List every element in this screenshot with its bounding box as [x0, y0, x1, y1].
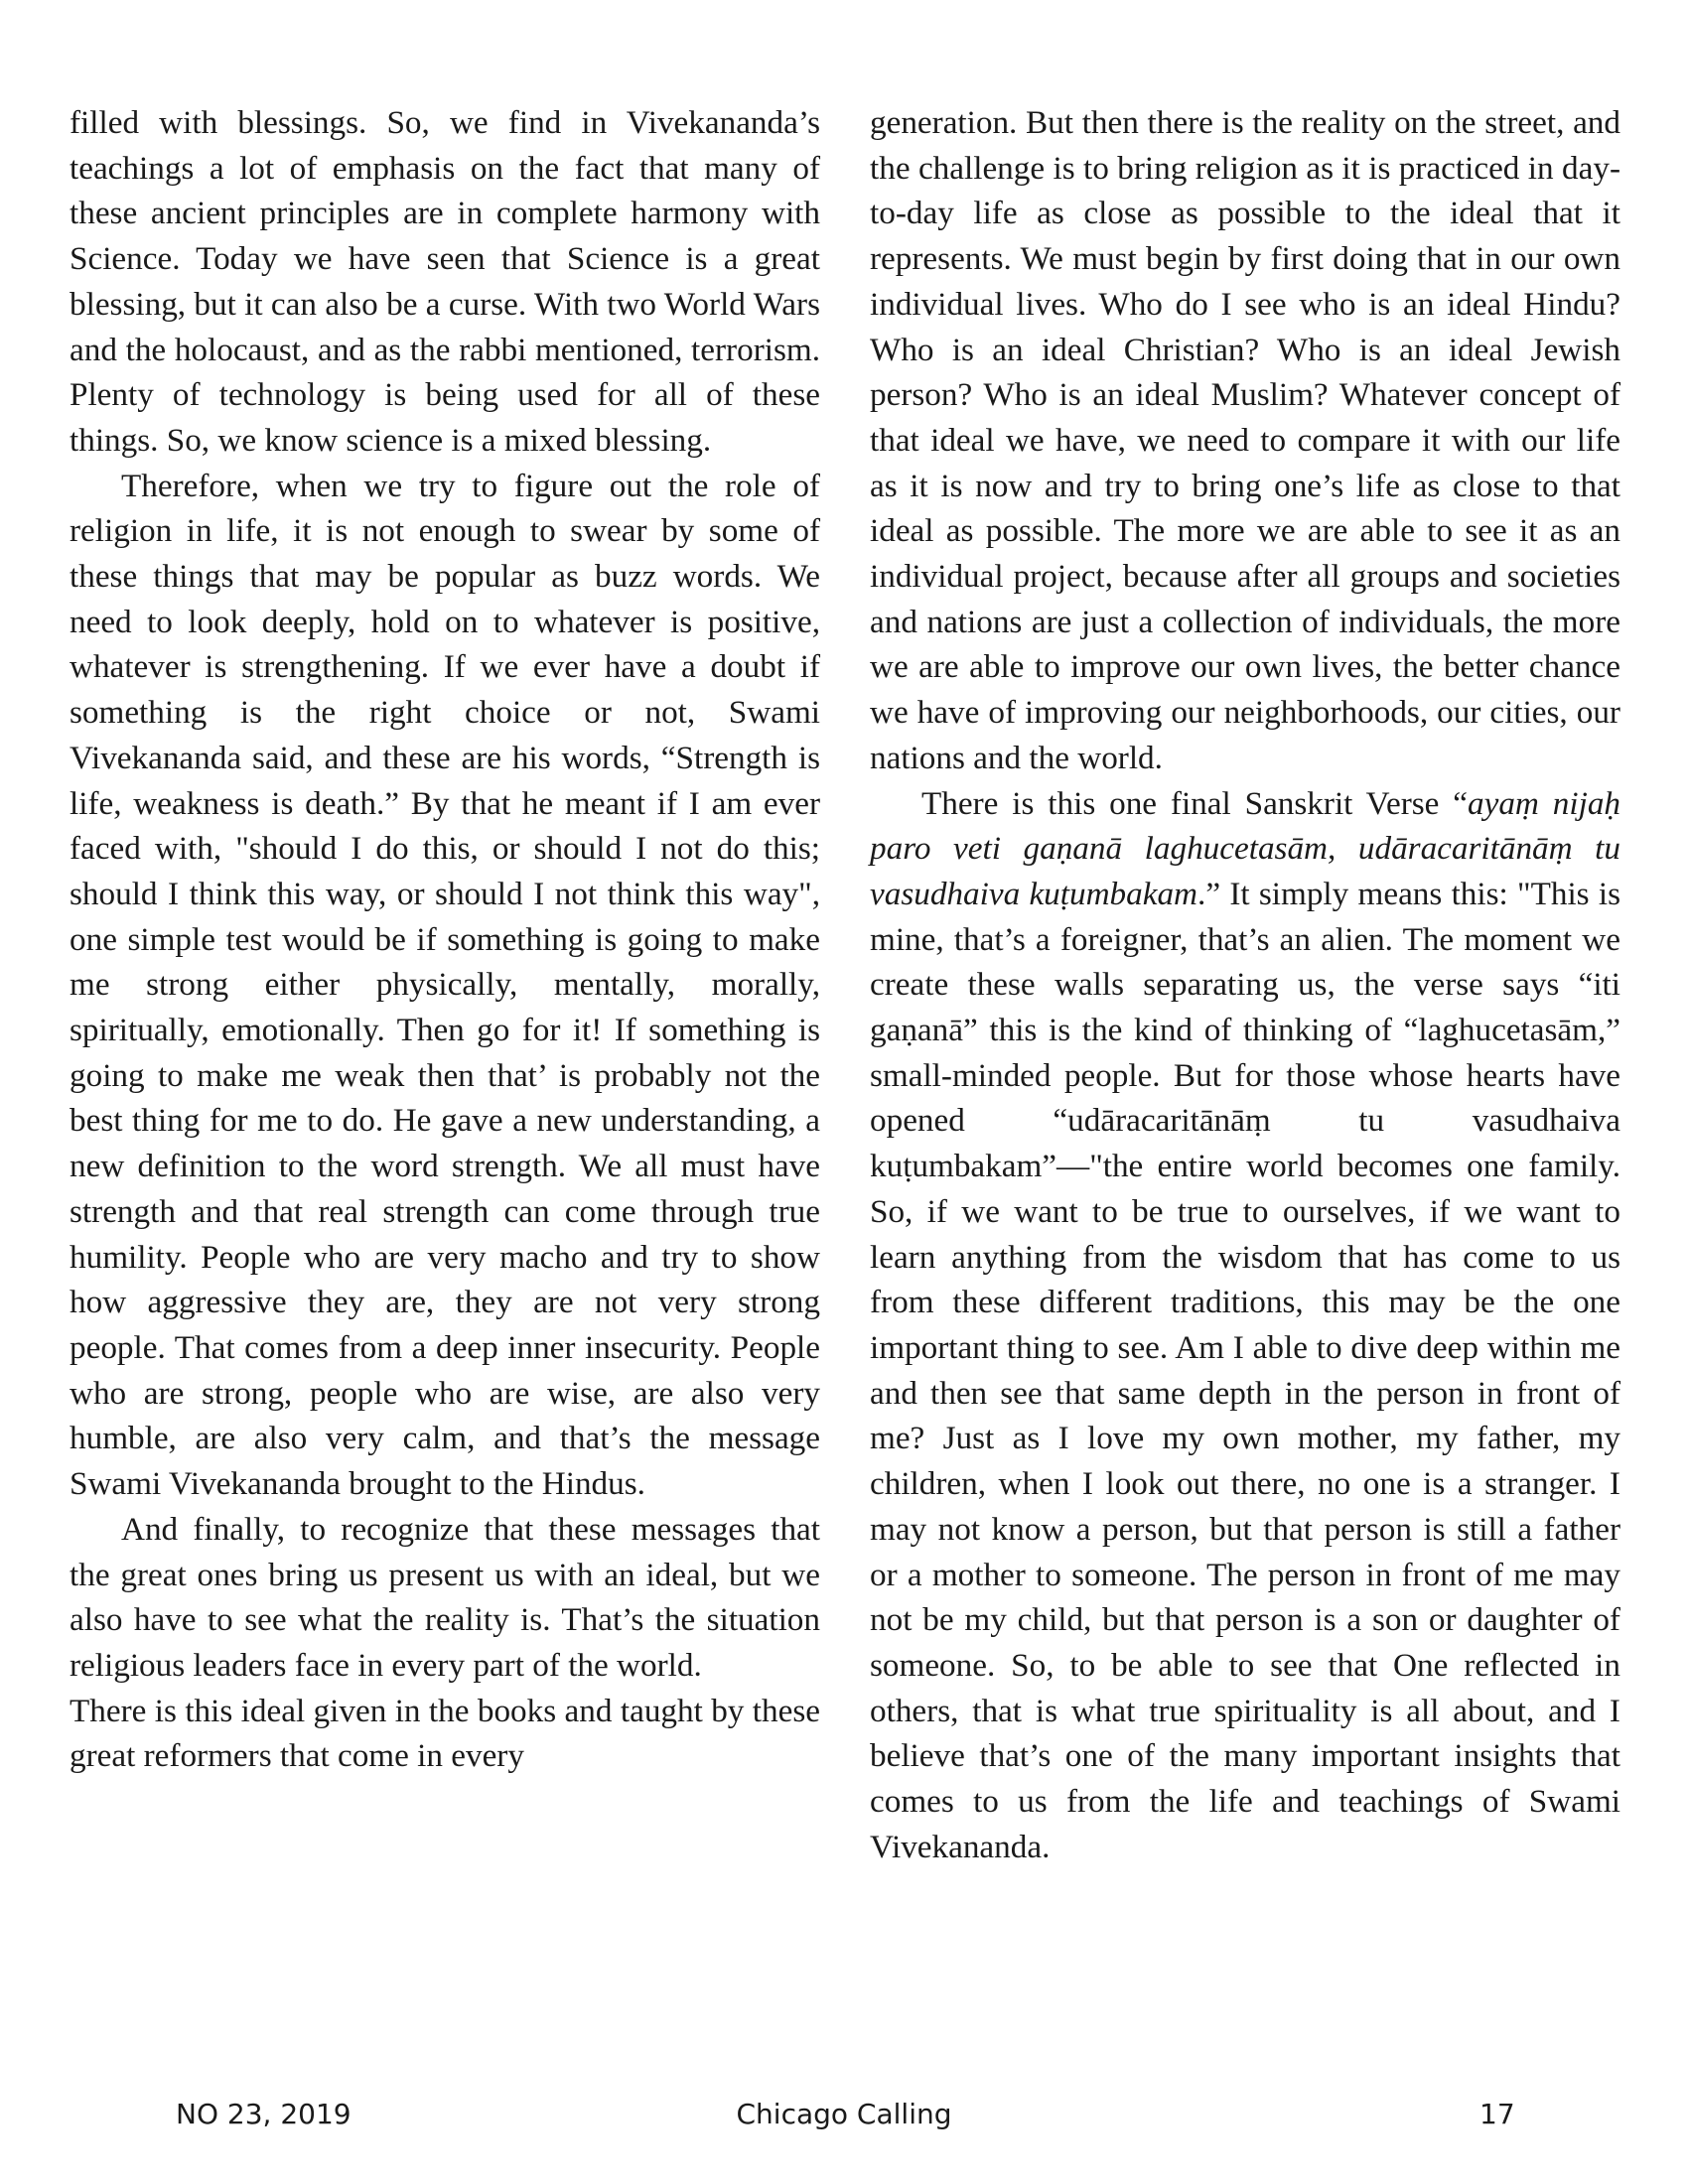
paragraph-sanskrit-verse — [870, 781, 1620, 1870]
footer-date: NO 23, 2019 — [176, 2098, 352, 2130]
left-column — [70, 100, 820, 1779]
verse-lead-text: There is this one final Sanskrit Verse “ — [921, 784, 1469, 822]
footer-publication-title: Chicago Calling — [736, 2098, 952, 2130]
paragraph-strength: Therefore, when we try to figure out the role of religion in life, it is not enough to swear by some of these things that may be popular as buzz words. We need to look deeply, hold on to whatever is positive, whatever is strengthening. If we ever have a doubt if something is the right choice or not, Swami Vivekananda said, and these are his words, “Strength is life, weakness is death.” By that he meant if I am ever faced with, "should I do this, or should I not do this; should I think this way, or should I not think this way", one simple test would be if something is going to make me strong either physically, mentally, morally, spiritually, emotionally. Then go for it! If something is going to make me weak then that’ is probably not the best thing for me to do. He gave a new understanding, a new definition to the word strength. We all must have strength and that real strength can come through true humility. People who are very macho and try to show how aggressive they are, they are not very strong people. That comes from a deep inner insecurity. People who are strong, people who are wise, are also very humble, are also very calm, and that’s the message Swami Vivekananda brought to the Hindus. — [70, 467, 820, 1503]
paragraph-ideal-reality: And finally, to recognize that these messages that the great ones bring us present us with an ideal, but we also have to see what the reality is. That’s the situation religious leaders face in every part of the world. — [70, 1510, 820, 1684]
paragraph-blessings: filled with blessings. So, we find in Vivekananda’s teachings a lot of emphasis on the fact that many of these ancient principles are in complete harmony with Science. Today we have seen that Science is a great blessing, but it can also be a curse. With two World Wars and the holocaust, and as the rabbi mentioned, terrorism. Plenty of technology is being used for all of these things. So, we know science is a mixed blessing. — [70, 104, 820, 459]
verse-explanation-text: .” It simply means this: "This is mine, that’s a foreigner, that’s an alien. The moment we create these walls separating us, the verse says “iti gaṇanā” this is the kind of thinking of “laghucetasām,” small-minded people. But for those whose hearts have opened “udāracaritānāṃ tu vasudhaiva kuṭumbakam”—"the entire world becomes one family. So, if we want to be true to ourselves, if we want to learn anything from the wisdom that has come to us from these different traditions, this may be the one important thing to see. Am I able to dive deep within me and then see that same depth in the person in front of me? Just as I love my own mother, my father, my children, when I look out there, no one is a stranger. I may not know a person, but that person is still a father or a mother to someone. The person in front of me may not be my child, but that person is a son or daughter of someone. So, to be able to see that One reflected in others, that is what true spirituality is all about, and I believe that’s one of the many important insights that comes to us from the life and teachings of Swami Vivekananda. — [870, 875, 1621, 1865]
sanskrit-verse-italic: ayaṃ nijaḥ paro veti gaṇanā laghucetasām, udāracaritānāṃ tu vasudhaiva kuṭumbakam — [870, 784, 1621, 912]
right-column — [870, 100, 1620, 1869]
paragraph-ideal-books: There is this ideal given in the books and taught by these great reformers that come in every — [70, 1692, 820, 1775]
footer-page-number: 17 — [1479, 2098, 1515, 2130]
paragraph-generation: generation. But then there is the reality on the street, and the challenge is to bring religion as it is practiced in day-to-day life as close as possible to the ideal that it represents. We must begin by first doing that in our own individual lives. Who do I see who is an ideal Hindu? Who is an ideal Christian? Who is an ideal Jewish person? Who is an ideal Muslim? Whatever concept of that ideal we have, we need to compare it with our life as it is now and try to bring one’s life as close to that ideal as possible. The more we are able to see it as an individual project, because after all groups and societies and nations are just a collection of individuals, the more we are able to improve our own lives, the better chance we have of improving our neighborhoods, our cities, our nations and the world. — [870, 104, 1620, 776]
